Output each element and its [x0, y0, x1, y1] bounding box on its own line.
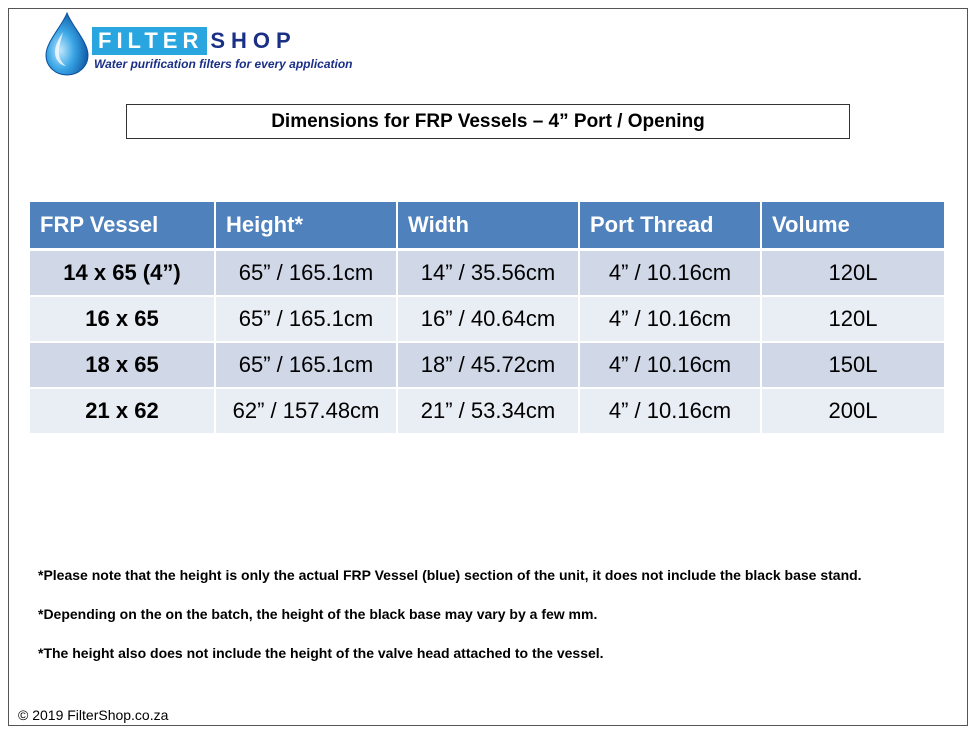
filtershop-logo[interactable]: [44, 12, 384, 78]
cell-port-thread: 4” / 10.16cm: [579, 342, 761, 388]
header-height: Height*: [215, 202, 397, 250]
cell-width: 14” / 35.56cm: [397, 250, 579, 297]
cell-volume: 150L: [761, 342, 944, 388]
cell-vessel: 18 x 65: [30, 342, 215, 388]
table-header-row: [30, 202, 944, 250]
copyright-footer: © 2019 FilterShop.co.za: [18, 707, 169, 723]
cell-height: 65” / 165.1cm: [215, 250, 397, 297]
cell-width: 16” / 40.64cm: [397, 296, 579, 342]
header-frp-vessel: FRP Vessel: [30, 202, 215, 250]
cell-vessel: 14 x 65 (4”): [30, 250, 215, 297]
cell-volume: 120L: [761, 250, 944, 297]
cell-width: 18” / 45.72cm: [397, 342, 579, 388]
cell-height: 65” / 165.1cm: [215, 296, 397, 342]
header-width: Width: [397, 202, 579, 250]
cell-height: 62” / 157.48cm: [215, 388, 397, 434]
brand-wordmark: [92, 27, 297, 55]
table-row: [30, 296, 944, 342]
brand-filter-text: FILTER: [92, 27, 207, 55]
cell-port-thread: 4” / 10.16cm: [579, 388, 761, 434]
table-row: [30, 388, 944, 434]
header-port-thread: Port Thread: [579, 202, 761, 250]
cell-port-thread: 4” / 10.16cm: [579, 296, 761, 342]
dimensions-table: [30, 202, 944, 435]
cell-vessel: 16 x 65: [30, 296, 215, 342]
table-row: [30, 250, 944, 297]
note-batch-variation: *Depending on the on the batch, the height of the black base may vary by a few mm.: [38, 606, 598, 622]
cell-width: 21” / 53.34cm: [397, 388, 579, 434]
cell-height: 65” / 165.1cm: [215, 342, 397, 388]
cell-vessel: 21 x 62: [30, 388, 215, 434]
table-row: [30, 342, 944, 388]
page-title: Dimensions for FRP Vessels – 4” Port / Opening: [126, 104, 850, 139]
cell-volume: 120L: [761, 296, 944, 342]
cell-port-thread: 4” / 10.16cm: [579, 250, 761, 297]
note-valve-head: *The height also does not include the height of the valve head attached to the vessel.: [38, 645, 604, 661]
header-volume: Volume: [761, 202, 944, 250]
note-height-base: *Please note that the height is only the actual FRP Vessel (blue) section of the unit, it does not include the black base stand.: [38, 567, 862, 583]
brand-shop-text: SHOP: [210, 28, 297, 53]
brand-tagline: Water purification filters for every application: [94, 57, 353, 71]
water-drop-icon: [44, 12, 90, 76]
cell-volume: 200L: [761, 388, 944, 434]
notes-section: [38, 566, 948, 683]
